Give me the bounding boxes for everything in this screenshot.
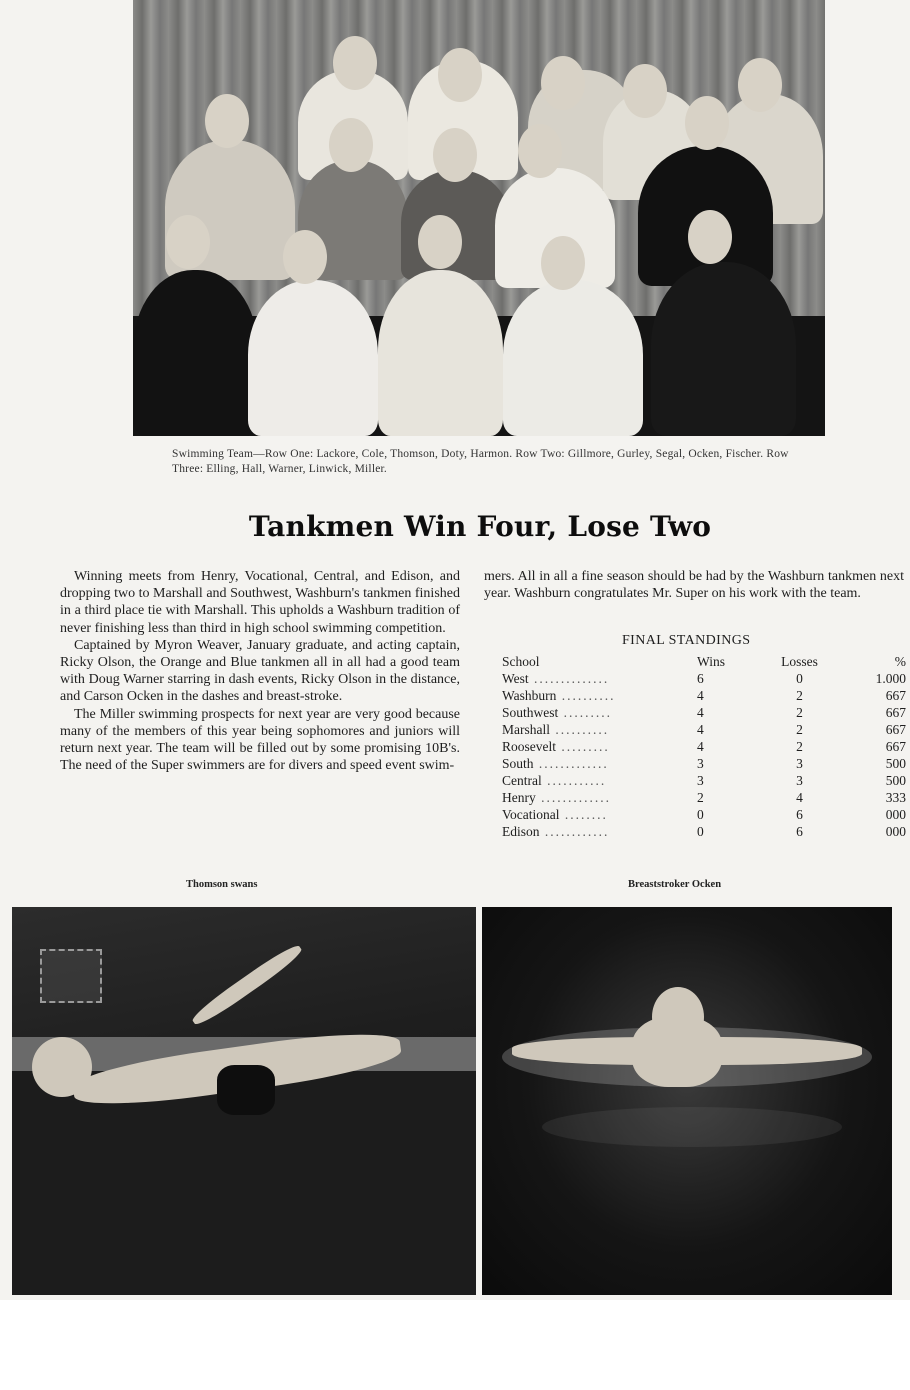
team-member-head xyxy=(438,48,482,102)
standings-wins: 6 xyxy=(697,670,704,686)
standings-school: Roosevelt ......... xyxy=(502,738,610,754)
standings-school: Henry ............. xyxy=(502,789,611,805)
team-member xyxy=(378,270,503,436)
header-school: School xyxy=(502,653,540,669)
standings-school: Vocational ........ xyxy=(502,806,608,822)
leader-dots: ........... xyxy=(541,772,607,788)
article-left-column xyxy=(60,568,460,774)
standings-row xyxy=(502,738,906,755)
standings-pct: 667 xyxy=(885,687,906,703)
standings-row xyxy=(502,789,906,806)
team-member-head xyxy=(433,128,477,182)
team-member-head xyxy=(333,36,377,90)
left-photo-caption: Thomson swans xyxy=(186,879,258,890)
leader-dots: .............. xyxy=(528,670,610,686)
leader-dots: .......... xyxy=(550,721,610,737)
standings-losses: 2 xyxy=(796,704,803,720)
standings-pct: 1.000 xyxy=(875,670,906,686)
team-member-head xyxy=(738,58,782,112)
standings-wins: 3 xyxy=(697,755,704,771)
standings-wins: 3 xyxy=(697,772,704,788)
standings-row xyxy=(502,687,906,704)
diver-arm xyxy=(189,941,305,1029)
standings-row xyxy=(502,772,906,789)
leader-dots: ............. xyxy=(533,755,609,771)
standings-pct: 000 xyxy=(885,823,906,839)
team-member-head xyxy=(688,210,732,264)
diver-head xyxy=(32,1037,92,1097)
team-member xyxy=(503,280,643,436)
article-paragraph: The Miller swimming prospects for next year are very good because many of the members of this year being sophomores and juniors will return next year. The team will be filled out by some promising 10B's. The need of the Super swimmers are for divers and speed event swim- xyxy=(60,706,460,774)
team-member-head xyxy=(518,124,562,178)
standings-row xyxy=(502,670,906,687)
standings-losses: 2 xyxy=(796,738,803,754)
breaststroke-photo xyxy=(482,907,892,1295)
leader-dots: ......... xyxy=(558,704,613,720)
leader-dots: ......... xyxy=(556,738,610,754)
standings-wins: 0 xyxy=(697,823,704,839)
team-member-head xyxy=(205,94,249,148)
article-paragraph: Captained by Myron Weaver, January graduate, and acting captain, Ricky Olson, the Orange and Blue tankmen all in all had a good team with Doug Warner starring in dash events, Ricky Olson in the distance, and Carson Ocken in the dashes and breast-stroke. xyxy=(60,637,460,705)
team-member-head xyxy=(418,215,462,269)
standings-body xyxy=(502,670,906,840)
team-member-head xyxy=(283,230,327,284)
standings-row xyxy=(502,704,906,721)
standings-losses: 6 xyxy=(796,823,803,839)
standings-row xyxy=(502,806,906,823)
team-member xyxy=(248,280,378,436)
standings-title: FINAL STANDINGS xyxy=(622,633,751,648)
diver-photo xyxy=(12,907,476,1295)
standings-losses: 2 xyxy=(796,721,803,737)
standings-pct: 500 xyxy=(885,772,906,788)
standings-school: South ............. xyxy=(502,755,609,771)
team-member xyxy=(651,262,796,436)
standings-school: Southwest ......... xyxy=(502,704,613,720)
leader-dots: ........ xyxy=(559,806,608,822)
standings-pct: 500 xyxy=(885,755,906,771)
header-pct: % xyxy=(894,653,906,669)
water-ripple xyxy=(542,1107,842,1147)
standings-wins: 4 xyxy=(697,721,704,737)
team-member-head xyxy=(541,56,585,110)
standings-wins: 2 xyxy=(697,789,704,805)
standings-school: Central ........... xyxy=(502,772,607,788)
standings-losses: 3 xyxy=(796,772,803,788)
team-member-head xyxy=(685,96,729,150)
standings-header-row xyxy=(502,653,906,670)
standings-row xyxy=(502,823,906,840)
team-member xyxy=(133,270,258,436)
standings-pct: 000 xyxy=(885,806,906,822)
standings-losses: 0 xyxy=(796,670,803,686)
standings-pct: 667 xyxy=(885,704,906,720)
standings-school: West .............. xyxy=(502,670,610,686)
article-paragraph: Winning meets from Henry, Vocational, Central, and Edison, and dropping two to Marshall and Southwest, Washburn's tankmen finished in a third place tie with Marshall. This upholds a Washburn tradition of never finishing less than third in high school swimming competition. xyxy=(60,569,460,636)
right-photo-caption: Breaststroker Ocken xyxy=(628,879,722,890)
standings-school: Washburn .......... xyxy=(502,687,616,703)
standings-losses: 6 xyxy=(796,806,803,822)
standings-pct: 333 xyxy=(885,789,906,805)
article-headline: Tankmen Win Four, Lose Two xyxy=(248,510,712,543)
leader-dots: .......... xyxy=(556,687,616,703)
standings-losses: 4 xyxy=(796,789,803,805)
diver-trunks xyxy=(217,1065,275,1115)
article-paragraph-continued: mers. All in all a fine season should be had by the Washburn tankmen next year. Washburn congratulates Mr. Super on his work with the team. xyxy=(484,569,904,602)
team-member-head xyxy=(166,215,210,269)
standings-pct: 667 xyxy=(885,721,906,737)
header-losses: Losses xyxy=(781,653,818,669)
standings-pct: 667 xyxy=(885,738,906,754)
team-member-head xyxy=(623,64,667,118)
team-photo-caption: Swimming Team—Row One: Lackore, Cole, Thomson, Doty, Harmon. Row Two: Gillmore, Gurley, Segal, Ocken, Fischer. Row Three: Elling, Hall, Warner, Linwick, Miller. xyxy=(172,448,789,475)
standings-school: Marshall .......... xyxy=(502,721,610,737)
article-right-column xyxy=(484,568,904,602)
final-standings-table xyxy=(502,653,906,840)
team-member-head xyxy=(541,236,585,290)
wire-basket xyxy=(40,949,102,1003)
team-member-head xyxy=(329,118,373,172)
leader-dots: ............ xyxy=(539,823,610,839)
standings-wins: 0 xyxy=(697,806,704,822)
standings-school: Edison ............ xyxy=(502,823,610,839)
standings-row xyxy=(502,755,906,772)
swimmer-head xyxy=(652,987,704,1047)
header-wins: Wins xyxy=(697,653,725,669)
standings-losses: 2 xyxy=(796,687,803,703)
standings-losses: 3 xyxy=(796,755,803,771)
standings-wins: 4 xyxy=(697,687,704,703)
leader-dots: ............. xyxy=(535,789,611,805)
swimming-team-photo xyxy=(133,0,825,436)
standings-wins: 4 xyxy=(697,738,704,754)
standings-wins: 4 xyxy=(697,704,704,720)
standings-row xyxy=(502,721,906,738)
